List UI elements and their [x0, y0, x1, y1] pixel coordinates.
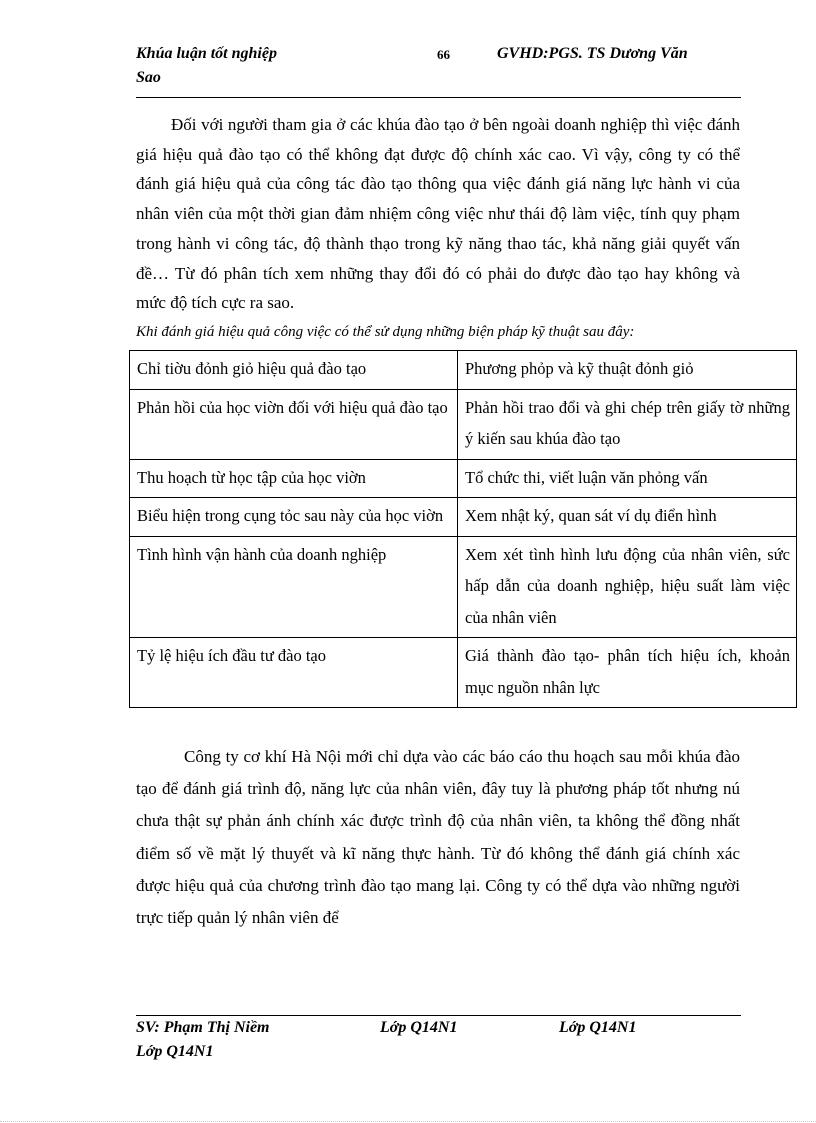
- table-cell: Giá thành đào tạo- phân tích hiệu ích, khoản mục nguồn nhân lực: [458, 638, 797, 708]
- table-cell: Phương phỏp và kỹ thuật đỏnh giỏ: [458, 351, 797, 390]
- header-title: Khúa luận tốt nghiệp: [136, 45, 277, 62]
- footer-class: Lớp Q14N1: [559, 1019, 637, 1036]
- table-cell: Tình hình vận hành của doanh nghiệp: [130, 536, 458, 638]
- table-caption: Khi đánh giá hiệu quả công việc có thể sử dụng những biện pháp kỹ thuật sau đây:: [136, 324, 635, 340]
- table-row: [130, 498, 797, 537]
- table-row: [130, 389, 797, 459]
- header-supervisor: GVHD:PGS. TS Dương Văn: [497, 45, 688, 62]
- header-title-continued: Sao: [136, 69, 161, 86]
- footer-class: Lớp Q14N1: [136, 1043, 214, 1060]
- table-cell: Xem xét tình hình lưu động của nhân viên, sức hấp dẫn của doanh nghiệp, hiệu suất làm việc của nhân viên: [458, 536, 797, 638]
- table-cell: Chỉ tiờu đỏnh giỏ hiệu quả đào tạo: [130, 351, 458, 390]
- table-cell: Tỷ lệ hiệu ích đầu tư đào tạo: [130, 638, 458, 708]
- body-paragraph-2: Công ty cơ khí Hà Nội mới chỉ dựa vào các báo cáo thu hoạch sau mỗi khúa đào tạo để đánh giá trình độ, năng lực của nhân viên, đây tuy là phương pháp tốt nhưng nú chưa thật sự phản ánh chính xác được trình độ của nhân viên, ta không thể đồng nhất điểm số về mặt lý thuyết và kĩ năng thực hành. Từ đó không thể đánh giá chính xác được hiệu quả của chương trình đào tạo mang lại. Công ty có thể dựa vào những người trực tiếp quản lý nhân viên để: [136, 747, 740, 928]
- table-cell: Tổ chức thi, viết luận văn phỏng vấn: [458, 459, 797, 498]
- table-row: [130, 638, 797, 708]
- footer-class: Lớp Q14N1: [380, 1019, 458, 1036]
- body-paragraph-1: Đối với người tham gia ở các khúa đào tạo ở bên ngoài doanh nghiệp thì việc đánh giá hiệu quả đào tạo có thể không đạt được độ chính xác cao. Vì vậy, công ty có thể đánh giá hiệu quả của công tác đào tạo thông qua việc đánh giá năng lực hành vi của nhân viên của một thời gian đảm nhiệm công việc như thái độ làm việc, tính quy phạm trong hành vi công tác, độ thành thạo trong kỹ năng thao tác, khả năng giải quyết vấn đề… Từ đó phân tích xem những thay đổi đó có phải do được đào tạo hay không và mức độ tích cực ra sao.: [136, 115, 740, 313]
- footer-student: SV: Phạm Thị Niềm: [136, 1019, 270, 1036]
- table-cell: Thu hoạch từ học tập của học viờn: [130, 459, 458, 498]
- table-cell: Phản hồi của học viờn đối với hiệu quả đào tạo: [130, 389, 458, 459]
- evaluation-table: [129, 350, 797, 708]
- page-bottom-border: [0, 1121, 816, 1122]
- table-row: [130, 351, 797, 390]
- page-number: 66: [437, 47, 450, 62]
- header-rule: [136, 97, 741, 98]
- table-row: [130, 536, 797, 638]
- footer-rule: [136, 1015, 741, 1016]
- table-cell: Phản hồi trao đổi và ghi chép trên giấy tờ những ý kiến sau khúa đào tạo: [458, 389, 797, 459]
- table-cell: Xem nhật ký, quan sát ví dụ điển hình: [458, 498, 797, 537]
- table-row: [130, 459, 797, 498]
- table-cell: Biểu hiện trong cụng tỏc sau này của học viờn: [130, 498, 458, 537]
